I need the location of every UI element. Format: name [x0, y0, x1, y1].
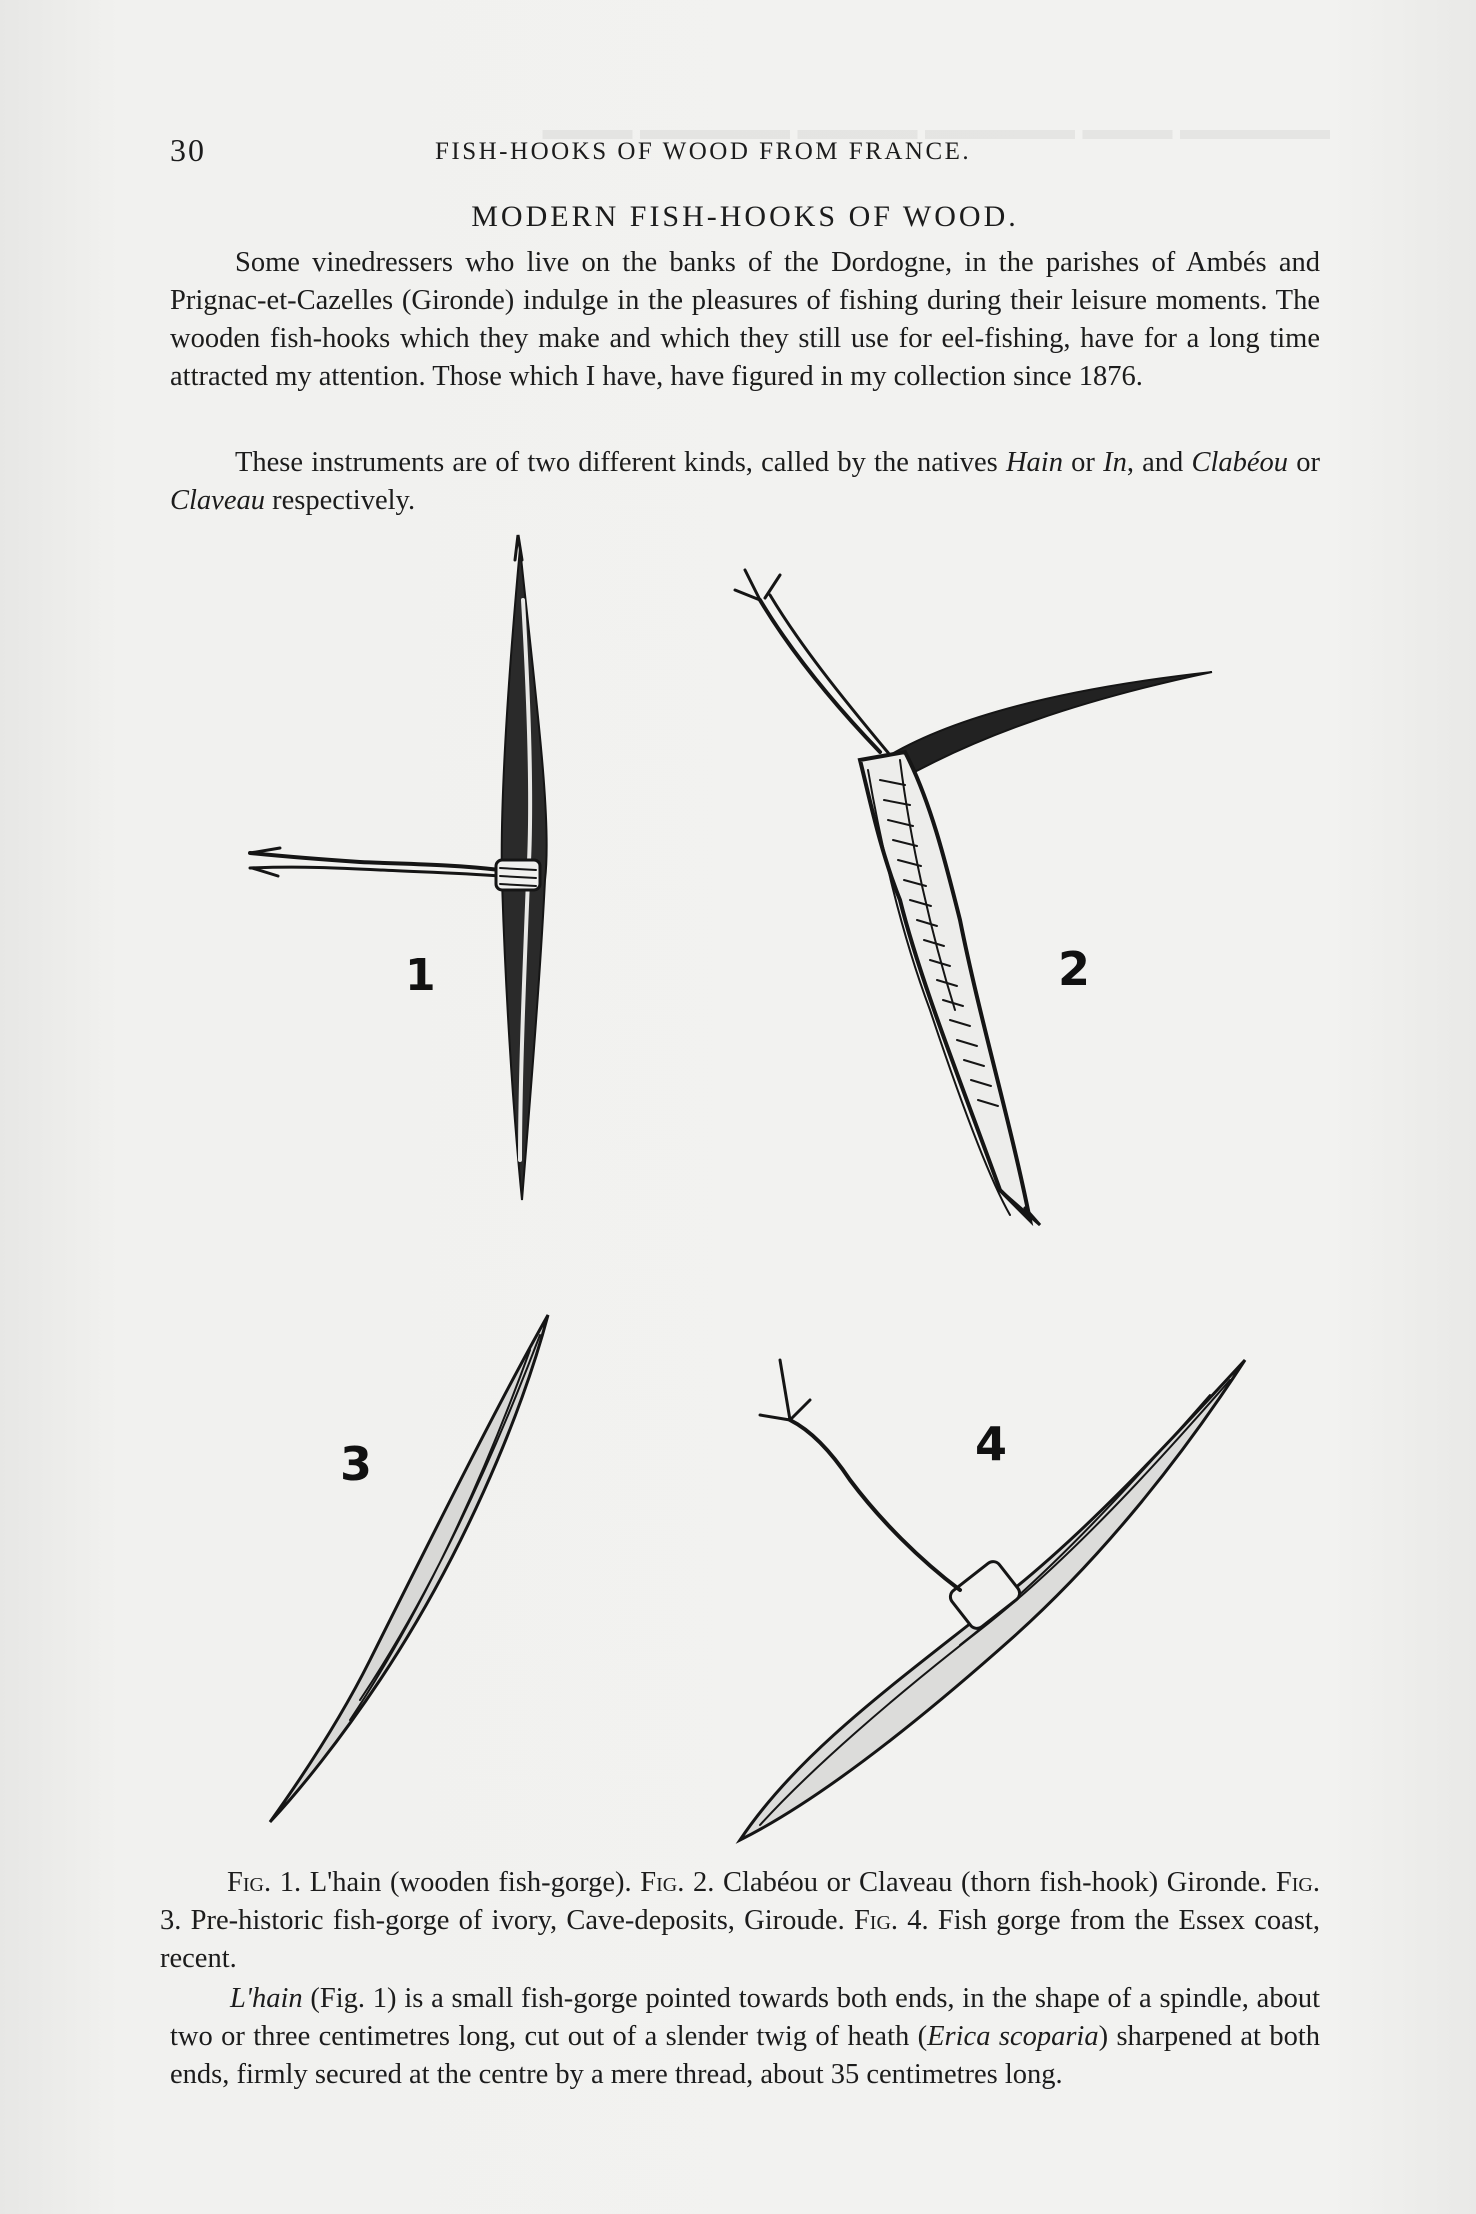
term-clabeou: Clabéou	[1191, 447, 1289, 478]
term-claveau: Claveau	[170, 485, 265, 516]
page-number: 30	[170, 132, 206, 168]
term-lhain: L'hain	[230, 1983, 303, 2014]
paragraph-intro: Some vinedressers who live on the banks of the Dordogne, in the parishes of Ambés and Prignac-et-Cazelles (Gironde) indulge in the pleasures of fishing during their leisure moments. The wooden fish-hooks which they make and which they still use for eel-fishing, have for a long time attracted my attention. Those which I have, have figured in my collection since 1876.	[170, 247, 1320, 392]
bleed-through-text: ▬▬▬▬▬ ▬▬▬ ▬▬▬▬▬ ▬▬▬▬ ▬▬▬▬▬ ▬▬▬	[542, 113, 1330, 146]
term-in: In	[1103, 447, 1127, 478]
species-name: Erica scoparia	[927, 2021, 1099, 2052]
figure-1-gorge	[250, 535, 547, 1200]
paragraph-lhain-description: L'hain (Fig. 1) is a small fish-gorge pointed towards both ends, in the shape of a spindle, about two or three centimetres long, cut out of a slender twig of heath (Erica scoparia) sharpened at both ends, firmly secured at the centre by a mere thread, about 35 centimetres long.	[170, 1983, 1320, 2090]
figure-2-thorn-hook	[735, 570, 1212, 1225]
paragraph-kinds: These instruments are of two different kinds, called by the natives Hain or In, and Clabéou or Claveau respectively.	[170, 447, 1320, 516]
figure-label-4: 4	[975, 1417, 1008, 1471]
figure-label-2: 2	[1058, 942, 1091, 996]
figure-label-1: 1	[405, 950, 436, 1001]
figure-3-ivory-gorge	[270, 1315, 548, 1822]
running-title: FISH-HOOKS OF WOOD FROM FRANCE.	[435, 138, 972, 165]
figure-caption: Fig. 1. L'hain (wooden fish-gorge). Fig. 2. Clabéou or Claveau (thorn fish-hook) Gironde. Fig. 3. Pre-historic fish-gorge of ivory, Cave-deposits, Giroude. Fig. 4. Fish gorge from the Essex coast, recent.	[160, 1867, 1320, 1974]
section-title: MODERN FISH-HOOKS OF WOOD.	[471, 200, 1019, 233]
term-hain: Hain	[1005, 447, 1063, 478]
figure-label-3: 3	[340, 1437, 373, 1491]
